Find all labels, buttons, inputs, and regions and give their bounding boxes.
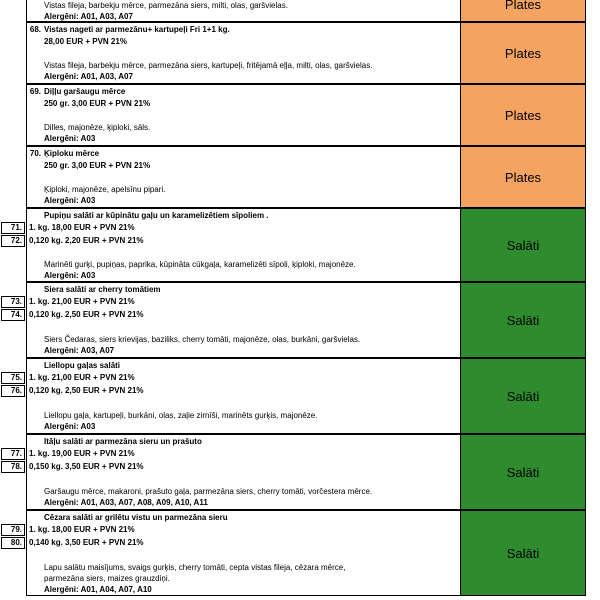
item-price: 1. kg. 18,00 EUR + PVN 21%: [29, 223, 135, 232]
menu-row-77: [10, 434, 586, 510]
item-number: 78.: [1, 461, 25, 473]
allergens-text: Alergēni: A03, A07: [44, 346, 115, 355]
item-number: 68.: [29, 25, 41, 34]
allergens-text: Alergēni: A03: [44, 196, 96, 205]
item-content: [27, 0, 461, 21]
item-price: 1. kg. 21,00 EUR + PVN 21%: [29, 373, 135, 382]
item-price: 1. kg. 18,00 EUR + PVN 21%: [29, 525, 135, 534]
item-title: Liellopu gaļas salāti: [44, 361, 121, 370]
item-price: 28,00 EUR + PVN 21%: [44, 37, 127, 46]
category-label: Salāti: [461, 283, 585, 357]
item-title: Ķiploku mērce: [44, 149, 100, 158]
ingredients-text: Siers Čedaras, siers krievijas, baziliks, cherry tomāti, majonēze, olas, burkāni, garšvielas.: [44, 335, 361, 344]
item-content: [10, 435, 461, 509]
ingredients-text: Vistas fileja, barbekju mērce, parmezāna siers, milti, olas, garšvielas.: [44, 1, 288, 10]
item-price: 250 gr. 3,00 EUR + PVN 21%: [44, 161, 151, 170]
item-number: 75.: [1, 372, 25, 384]
allergens-text: Alergēni: A01, A03, A07: [44, 12, 133, 21]
item-price: 1. kg. 19,00 EUR + PVN 21%: [29, 449, 135, 458]
category-label: Plates: [461, 85, 585, 145]
ingredients-text: Garšaugu mērce, makaroni, prašuto gaļa, parmezāna siers, cherry tomāti, vorčestera mērce.: [44, 487, 373, 496]
item-price: 1. kg. 21,00 EUR + PVN 21%: [29, 297, 135, 306]
allergens-text: Alergēni: A03: [44, 271, 96, 280]
category-label: Plates: [461, 0, 585, 21]
item-number: 72.: [1, 235, 25, 247]
item-content: [27, 147, 461, 207]
item-number: 80.: [1, 537, 25, 549]
ingredients-text-continued: parmezāna siers, maizes grauzdiņi.: [44, 574, 170, 583]
item-number: 71.: [1, 222, 25, 234]
item-price: 0,120 kg. 2,50 EUR + PVN 21%: [29, 310, 144, 319]
item-content: [10, 511, 461, 595]
item-title: Diļļu garšaugu mērce: [44, 87, 126, 96]
category-label: Salāti: [461, 359, 585, 433]
item-price: 250 gr. 3,00 EUR + PVN 21%: [44, 99, 151, 108]
item-number: 77.: [1, 448, 25, 460]
allergens-text: Alergēni: A03: [44, 134, 96, 143]
menu-row-67: [26, 0, 586, 22]
allergens-text: Alergēni: A01, A04, A07, A10: [44, 585, 152, 594]
menu-row-75: [10, 358, 586, 434]
ingredients-text: Marinēti gurķi, pupiņas, paprika, kūpināta cūkgaļa, karamelizēti sīpoli, ķiploki, majonēze.: [44, 260, 356, 269]
item-number: 74.: [1, 309, 25, 321]
category-label: Salāti: [461, 209, 585, 281]
item-content: [10, 209, 461, 281]
ingredients-text: Vistas fileja, barbekju mērce, parmezāna siers, kartupeļi, fritējamā eļļa, milti, olas, garšvielas.: [44, 61, 373, 70]
item-title: Itāļu salāti ar parmezāna sieru un prašuto: [44, 437, 202, 446]
item-price: 0,120 kg. 2,20 EUR + PVN 21%: [29, 236, 144, 245]
ingredients-text: Liellopu gaļa, kartupeļi, burkāni, olas, zaļie zirnīši, marinēts gurķis, majonēze.: [44, 411, 318, 420]
item-content: [10, 359, 461, 433]
item-number: 76.: [1, 385, 25, 397]
category-label: Salāti: [461, 435, 585, 509]
item-number: 69.: [29, 87, 41, 96]
item-price: 0,120 kg. 2,50 EUR + PVN 21%: [29, 386, 144, 395]
allergens-text: Alergēni: A01, A03, A07, A08, A09, A10, A11: [44, 498, 208, 507]
item-number: 70.: [29, 149, 41, 158]
menu-row-70: [26, 146, 586, 208]
menu-row-69: [26, 84, 586, 146]
item-title: Vistas nageti ar parmezānu+ kartupeļi Fri 1+1 kg.: [44, 25, 230, 34]
category-label: Plates: [461, 147, 585, 207]
item-content: [10, 283, 461, 357]
item-number: 79.: [1, 524, 25, 536]
item-price: 0,140 kg. 3,50 EUR + PVN 21%: [29, 538, 144, 547]
item-title: Pupiņu salāti ar kūpinātu gaļu un karamelizētiem sīpoliem .: [44, 211, 269, 220]
menu-row-73: [10, 282, 586, 358]
ingredients-text: Ķiploki, majonēze, apelsīnu pipari.: [44, 185, 166, 194]
allergens-text: Alergēni: A03: [44, 422, 96, 431]
item-title: Siera salāti ar cherry tomātiem: [44, 285, 161, 294]
menu-row-71: [10, 208, 586, 282]
allergens-text: Alergēni: A01, A03, A07: [44, 72, 133, 81]
item-number: 73.: [1, 296, 25, 308]
item-title: Cēzara salāti ar grilētu vistu un parmezāna sieru: [44, 513, 228, 522]
category-label: Salāti: [461, 511, 585, 595]
ingredients-text: Lapu salātu maisījums, svaigs gurķis, cherry tomāti, cepta vistas fileja, cēzara mērce,: [44, 563, 346, 572]
item-content: [27, 85, 461, 145]
category-label: Plates: [461, 23, 585, 83]
menu-row-68: [26, 22, 586, 84]
item-content: [27, 23, 461, 83]
ingredients-text: Dilles, majonēze, ķiploki, sāls.: [44, 123, 151, 132]
menu-row-79: [10, 510, 586, 596]
item-price: 0,150 kg. 3,50 EUR + PVN 21%: [29, 462, 144, 471]
